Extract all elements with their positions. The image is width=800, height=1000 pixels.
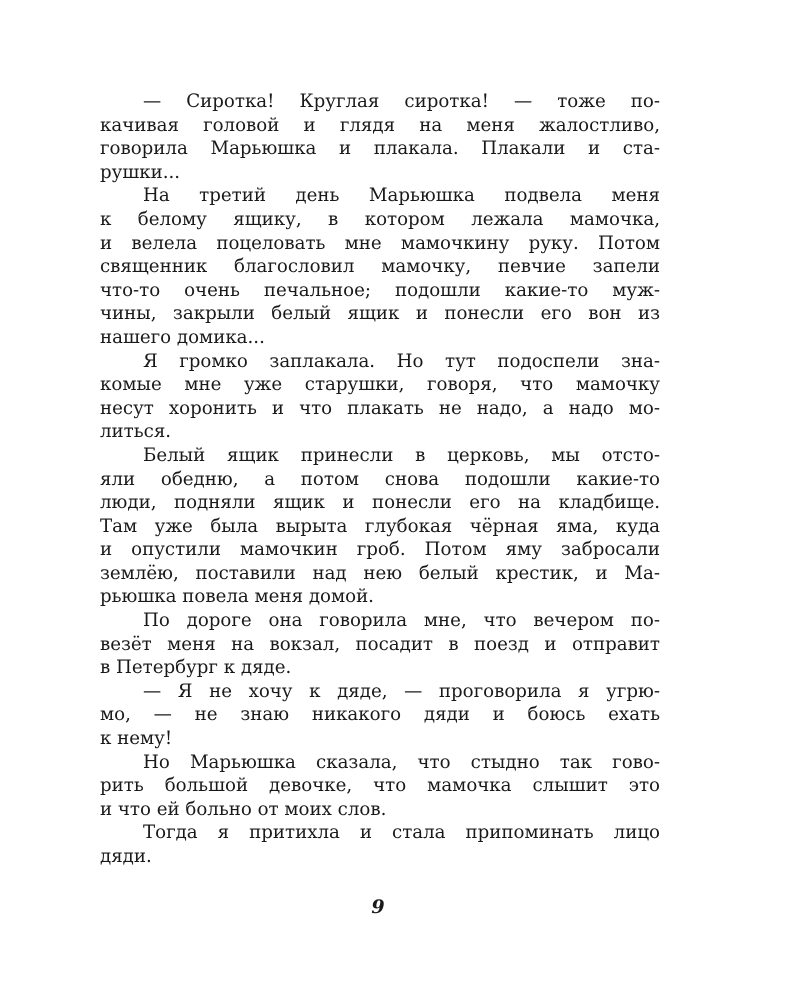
text-line: говорила Марьюшка и плакала. Плакали и ста-: [100, 138, 660, 160]
text-line: — Я не хочу к дяде, — проговорила я угрю-: [143, 680, 660, 702]
text-line: качивая головой и глядя на меня жалостливо,: [100, 114, 660, 136]
text-line: рить большой девочке, что мамочка слышит это: [100, 775, 660, 797]
text-line: везёт меня на вокзал, посадит в поезд и отправит: [100, 633, 660, 655]
text-line: к белому ящику, в котором лежала мамочка,: [100, 208, 660, 230]
text-line: и опустили мамочкин гроб. Потом яму забросали: [100, 539, 660, 561]
text-line: На третий день Марьюшка подвела меня: [143, 185, 660, 207]
text-line: и велела поцеловать мне мамочкину руку. Потом: [100, 232, 660, 254]
text-line: священник благословил мамочку, певчие запели: [100, 256, 660, 278]
text-line: яли обедню, а потом снова подошли какие-то: [100, 468, 660, 490]
text-line: рушки...: [100, 161, 181, 183]
text-line: Но Марьюшка сказала, что стыдно так гово-: [143, 751, 660, 773]
text-line: мо, — не знаю никакого дяди и боюсь ехать: [100, 704, 660, 726]
body-text: [100, 90, 660, 869]
text-line: землёю, поставили над нею белый крестик, и Ма-: [100, 562, 660, 584]
text-line: к нему!: [100, 728, 173, 750]
text-line: и что ей больно от моих слов.: [100, 798, 387, 820]
text-line: в Петербург к дяде.: [100, 657, 292, 679]
text-line: литься.: [100, 421, 172, 443]
text-line: рьюшка повела меня домой.: [100, 586, 374, 608]
text-line: По дороге она говорила мне, что вечером по-: [143, 610, 660, 632]
text-line: люди, подняли ящик и понесли его на кладбище.: [100, 492, 660, 514]
text-line: Там уже была вырыта глубокая чёрная яма, куда: [100, 515, 660, 537]
text-line: дяди.: [100, 846, 152, 867]
text-line: комые мне уже старушки, говоря, что мамочку: [100, 374, 660, 396]
text-line: Белый ящик принесли в церковь, мы отсто-: [143, 444, 660, 466]
text-line: Тогда я притихла и стала припоминать лицо: [143, 822, 660, 844]
text-line: несут хоронить и что плакать не надо, а надо мо-: [100, 397, 660, 419]
text-line: что-то очень печальное; подошли какие-то муж-: [100, 279, 660, 301]
text-line: — Сиротка! Круглая сиротка! — тоже по-: [143, 91, 660, 112]
text-line: чины, закрыли белый ящик и понесли его вон из: [100, 303, 660, 325]
text-line: нашего домика...: [100, 326, 265, 348]
text-line: Я громко заплакала. Но тут подоспели зна-: [143, 350, 660, 372]
page-number: 9: [371, 896, 385, 918]
